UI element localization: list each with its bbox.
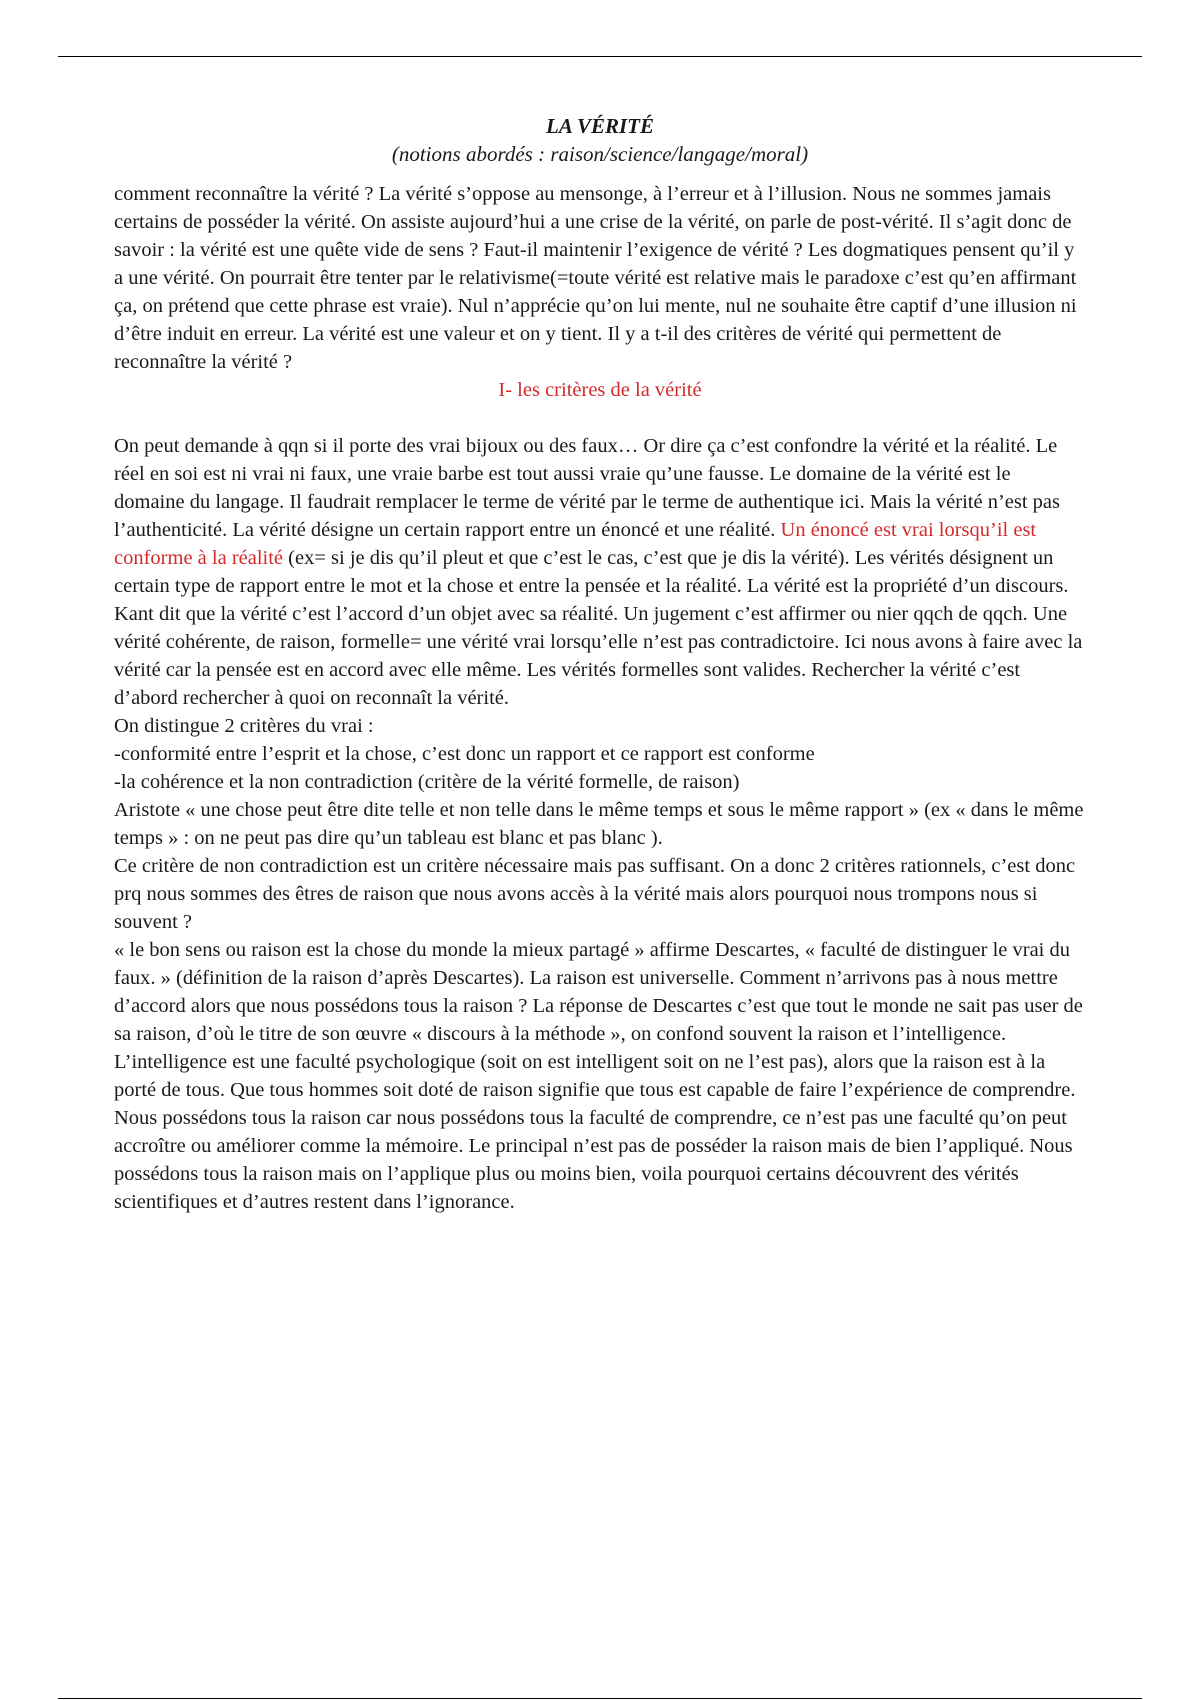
section-heading: I- les critères de la vérité (498, 379, 702, 401)
document-subtitle: (notions abordés : raison/science/langage/moral) (391, 142, 809, 166)
document-title: LA VÉRITÉ (546, 114, 654, 138)
descartes-paragraph: « le bon sens ou raison est la chose du monde la mieux partagé » affirme Descartes, « faculté de distinguer le vrai du faux. » (définition de la raison d’après Descartes). La raison est universelle. Comment n’arrivons pas à nous mettre d’accord alors que nous possédons tous la raison ? La réponse de Descartes c’est que tout le monde ne sait pas user de sa raison, d’où le titre de son œuvre « discours à la méthode », on confond souvent la raison et l’intelligence. L’intelligence est une faculté psychologique (soit on est intelligent soit on ne l’est pas), alors que la raison est à la porté de tous. Que tous hommes soit doté de raison signifie que tous est capable de faire l’expérience de comprendre. Nous possédons tous la raison car nous possédons tous la faculté de comprendre, ce n’est pas une faculté qu’on peut accroître ou améliorer comme la mémoire. Le principal n’est pas de posséder la raison mais de bien l’appliqué. Nous possédons tous la raison mais on l’applique plus ou moins bien, voila pourquoi certains découvrent des vérités scientifiques et d’autres restent dans l’ignorance. (114, 939, 1083, 1213)
criterion-item-2: -la cohérence et la non contradiction (critère de la vérité formelle, de raison) (114, 771, 740, 793)
intro-paragraph: comment reconnaître la vérité ? La vérité s’oppose au mensonge, à l’erreur et à l’illusion. Nous ne sommes jamais certains de posséder la vérité. On assiste aujourd’hui a une crise de la vérité, on parle de post-vérité. Il s’agit donc de savoir : la vérité est une quête vide de sens ? Faut-il maintenir l’exigence de vérité ? Les dogmatiques pensent qu’il y a une vérité. On pourrait être tenter par le relativisme(=toute vérité est relative mais le paradoxe c’est qu’en affirmant ça, on prétend que cette phrase est vraie). Nul n’apprécie qu’on lui mente, nul ne souhaite être captif d’une illusion ni d’être induit en erreur. La vérité est une valeur et on y tient. Il y a t-il des critères de vérité qui permettent de reconnaître la vérité ? (114, 183, 1077, 373)
aristote-paragraph: Aristote « une chose peut être dite telle et non telle dans le même temps et sous le même rapport » (ex « dans le même temps » : on ne peut pas dire qu’un tableau est blanc et pas blanc ). (114, 799, 1084, 849)
non-contradiction-paragraph: Ce critère de non contradiction est un critère nécessaire mais pas suffisant. On a donc 2 critères rationnels, c’est donc prq nous sommes des êtres de raison que nous avons accès à la vérité mais alors pourquoi nous trompons nous si souvent ? (114, 855, 1076, 933)
document-page (114, 112, 1086, 1216)
body-text-part2: (ex= si je dis qu’il pleut et que c’est le cas, c’est que je dis la vérité). Les vérités désignent un certain type de rapport entre le mot et la chose et entre la pensée et la réalité. La vérité est la propriété d’un discours. Kant dit que la vérité c’est l’accord d’un objet avec sa réalité. Un jugement c’est affirmer ou nier qqch de qqch. Une vérité cohérente, de raison, formelle= une vérité vrai lorsqu’elle n’est pas contradictoire. Ici nous avons à faire avec la vérité car la pensée est en accord avec elle même. Les vérités formelles sont valides. Rechercher la vérité c’est d’abord rechercher à quoi on reconnaît la vérité. (114, 547, 1083, 709)
criterion-item-1: -conformité entre l’esprit et la chose, c’est donc un rapport et ce rapport est conforme (114, 743, 815, 765)
body-paragraph (114, 432, 1086, 712)
top-divider (58, 56, 1142, 57)
body-text-part1: On peut demande à qqn si il porte des vrai bijoux ou des faux… Or dire ça c’est confondre la vérité et la réalité. Le réel en soi est ni vrai ni faux, une vraie barbe est tout aussi vraie qu’une fausse. Le domaine de la vérité est le domaine du langage. Il faudrait remplacer le terme de vérité par le terme de authentique ici. Mais la vérité n’est pas l’authenticité. La vérité désigne un certain rapport entre un énoncé et une réalité. (114, 435, 1061, 541)
highlighted-definition: Un énoncé est vrai lorsqu’il est conforme à la réalité (114, 519, 1037, 569)
criteria-intro: On distingue 2 critères du vrai : (114, 715, 374, 737)
bottom-divider (58, 1698, 1142, 1699)
